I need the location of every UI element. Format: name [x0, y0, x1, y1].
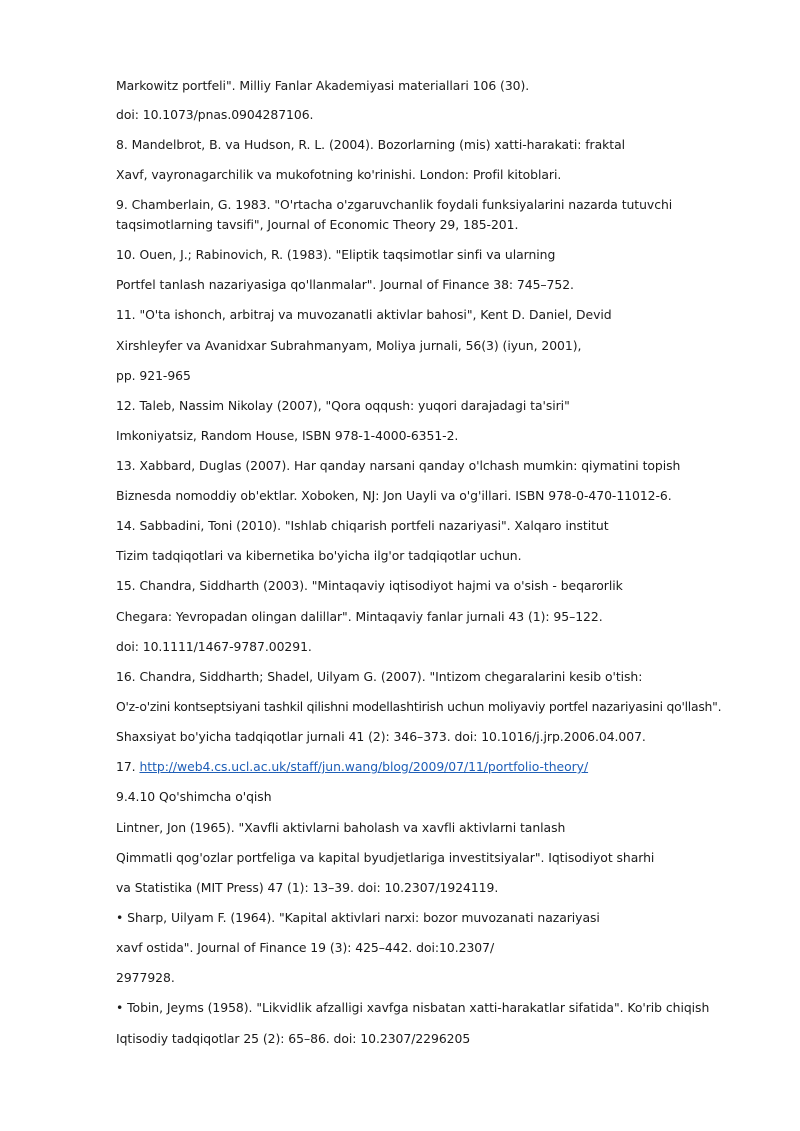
- ref-8-line-2: Xavf, vayronagarchilik va mukofotning ko'rinishi. London: Profil kitoblari.: [116, 167, 562, 182]
- further-reading-heading: 9.4.10 Qo'shimcha o'qish: [116, 789, 272, 804]
- ref-9-line-1: 9. Chamberlain, G. 1983. "O'rtacha o'zgaruvchanlik foydali funksiyalarini nazarda tutuvchi: [116, 197, 673, 212]
- further-lintner-line-1: Lintner, Jon (1965). "Xavfli aktivlarni baholash va xavfli aktivlarni tanlash: [116, 820, 566, 835]
- further-lintner-line-3: va Statistika (MIT Press) 47 (1): 13–39. doi: 10.2307/1924119.: [116, 880, 499, 895]
- ref-7-doi: doi: 10.1073/pnas.0904287106.: [116, 107, 314, 122]
- ref-14-line-1: 14. Sabbadini, Toni (2010). "Ishlab chiqarish portfeli nazariyasi". Xalqaro institut: [116, 518, 609, 533]
- ref-14-line-2: Tizim tadqiqotlari va kibernetika bo'yicha ilg'or tadqiqotlar uchun.: [116, 548, 522, 563]
- further-tobin-line-1: • Tobin, Jeyms (1958). "Likvidlik afzalligi xavfga nisbatan xatti-harakatlar sifatida". Ko'rib chiqish: [116, 1000, 710, 1015]
- ref-17-number: 17.: [116, 759, 140, 774]
- ref-7-line-2: Markowitz portfeli". Milliy Fanlar Akademiyasi materiallari 106 (30).: [116, 78, 530, 93]
- ref-15-line-1: 15. Chandra, Siddharth (2003). "Mintaqaviy iqtisodiyot hajmi va o'sish - beqarorlik: [116, 578, 623, 593]
- ref-11-line-3: pp. 921-965: [116, 368, 191, 383]
- ref-8-line-1: 8. Mandelbrot, B. va Hudson, R. L. (2004). Bozorlarning (mis) xatti-harakati: fraktal: [116, 137, 625, 152]
- ref-13-line-2: Biznesda nomoddiy ob'ektlar. Xoboken, NJ: Jon Uayli va o'g'illari. ISBN 978-0-470-11012-6.: [116, 488, 672, 503]
- ref-16-line-3: Shaxsiyat bo'yicha tadqiqotlar jurnali 41 (2): 346–373. doi: 10.1016/j.jrp.2006.04.007.: [116, 729, 646, 744]
- ref-11-line-1: 11. "O'ta ishonch, arbitraj va muvozanatli aktivlar bahosi", Kent D. Daniel, Devid: [116, 307, 612, 322]
- ref-16-line-2: O'z-o'zini kontseptsiyani tashkil qilishni modellashtirish uchun moliyaviy portfel nazariyasini qo'llash".: [116, 699, 722, 714]
- ref-17-link[interactable]: http://web4.cs.ucl.ac.uk/staff/jun.wang/blog/2009/07/11/portfolio-theory/: [139, 759, 589, 774]
- further-lintner-line-2: Qimmatli qog'ozlar portfeliga va kapital byudjetlariga investitsiyalar". Iqtisodiyot sharhi: [116, 850, 655, 865]
- further-tobin-line-2: Iqtisodiy tadqiqotlar 25 (2): 65–86. doi: 10.2307/2296205: [116, 1031, 471, 1046]
- ref-16-line-1: 16. Chandra, Siddharth; Shadel, Uilyam G. (2007). "Intizom chegaralarini kesib o'tish:: [116, 669, 643, 684]
- further-sharp-line-1: • Sharp, Uilyam F. (1964). "Kapital aktivlari narxi: bozor muvozanati nazariyasi: [116, 910, 600, 925]
- ref-10-line-2: Portfel tanlash nazariyasiga qo'llanmalar". Journal of Finance 38: 745–752.: [116, 277, 574, 292]
- ref-15-doi: doi: 10.1111/1467-9787.00291.: [116, 639, 312, 654]
- ref-10-line-1: 10. Ouen, J.; Rabinovich, R. (1983). "Eliptik taqsimotlar sinfi va ularning: [116, 247, 556, 262]
- ref-17: [116, 759, 756, 775]
- ref-15-line-2: Chegara: Yevropadan olingan dalillar". Mintaqaviy fanlar jurnali 43 (1): 95–122.: [116, 609, 603, 624]
- ref-12-line-2: Imkoniyatsiz, Random House, ISBN 978-1-4000-6351-2.: [116, 428, 459, 443]
- ref-12-line-1: 12. Taleb, Nassim Nikolay (2007), "Qora oqqush: yuqori darajadagi ta'siri": [116, 398, 570, 413]
- further-sharp-line-3: 2977928.: [116, 970, 175, 985]
- ref-11-line-2: Xirshleyfer va Avanidxar Subrahmanyam, Moliya jurnali, 56(3) (iyun, 2001),: [116, 338, 582, 353]
- ref-9-line-2: taqsimotlarning tavsifi", Journal of Economic Theory 29, 185-201.: [116, 217, 519, 232]
- ref-13-line-1: 13. Xabbard, Duglas (2007). Har qanday narsani qanday o'lchash mumkin: qiymatini topish: [116, 458, 681, 473]
- further-sharp-line-2: xavf ostida". Journal of Finance 19 (3): 425–442. doi:10.2307/: [116, 940, 495, 955]
